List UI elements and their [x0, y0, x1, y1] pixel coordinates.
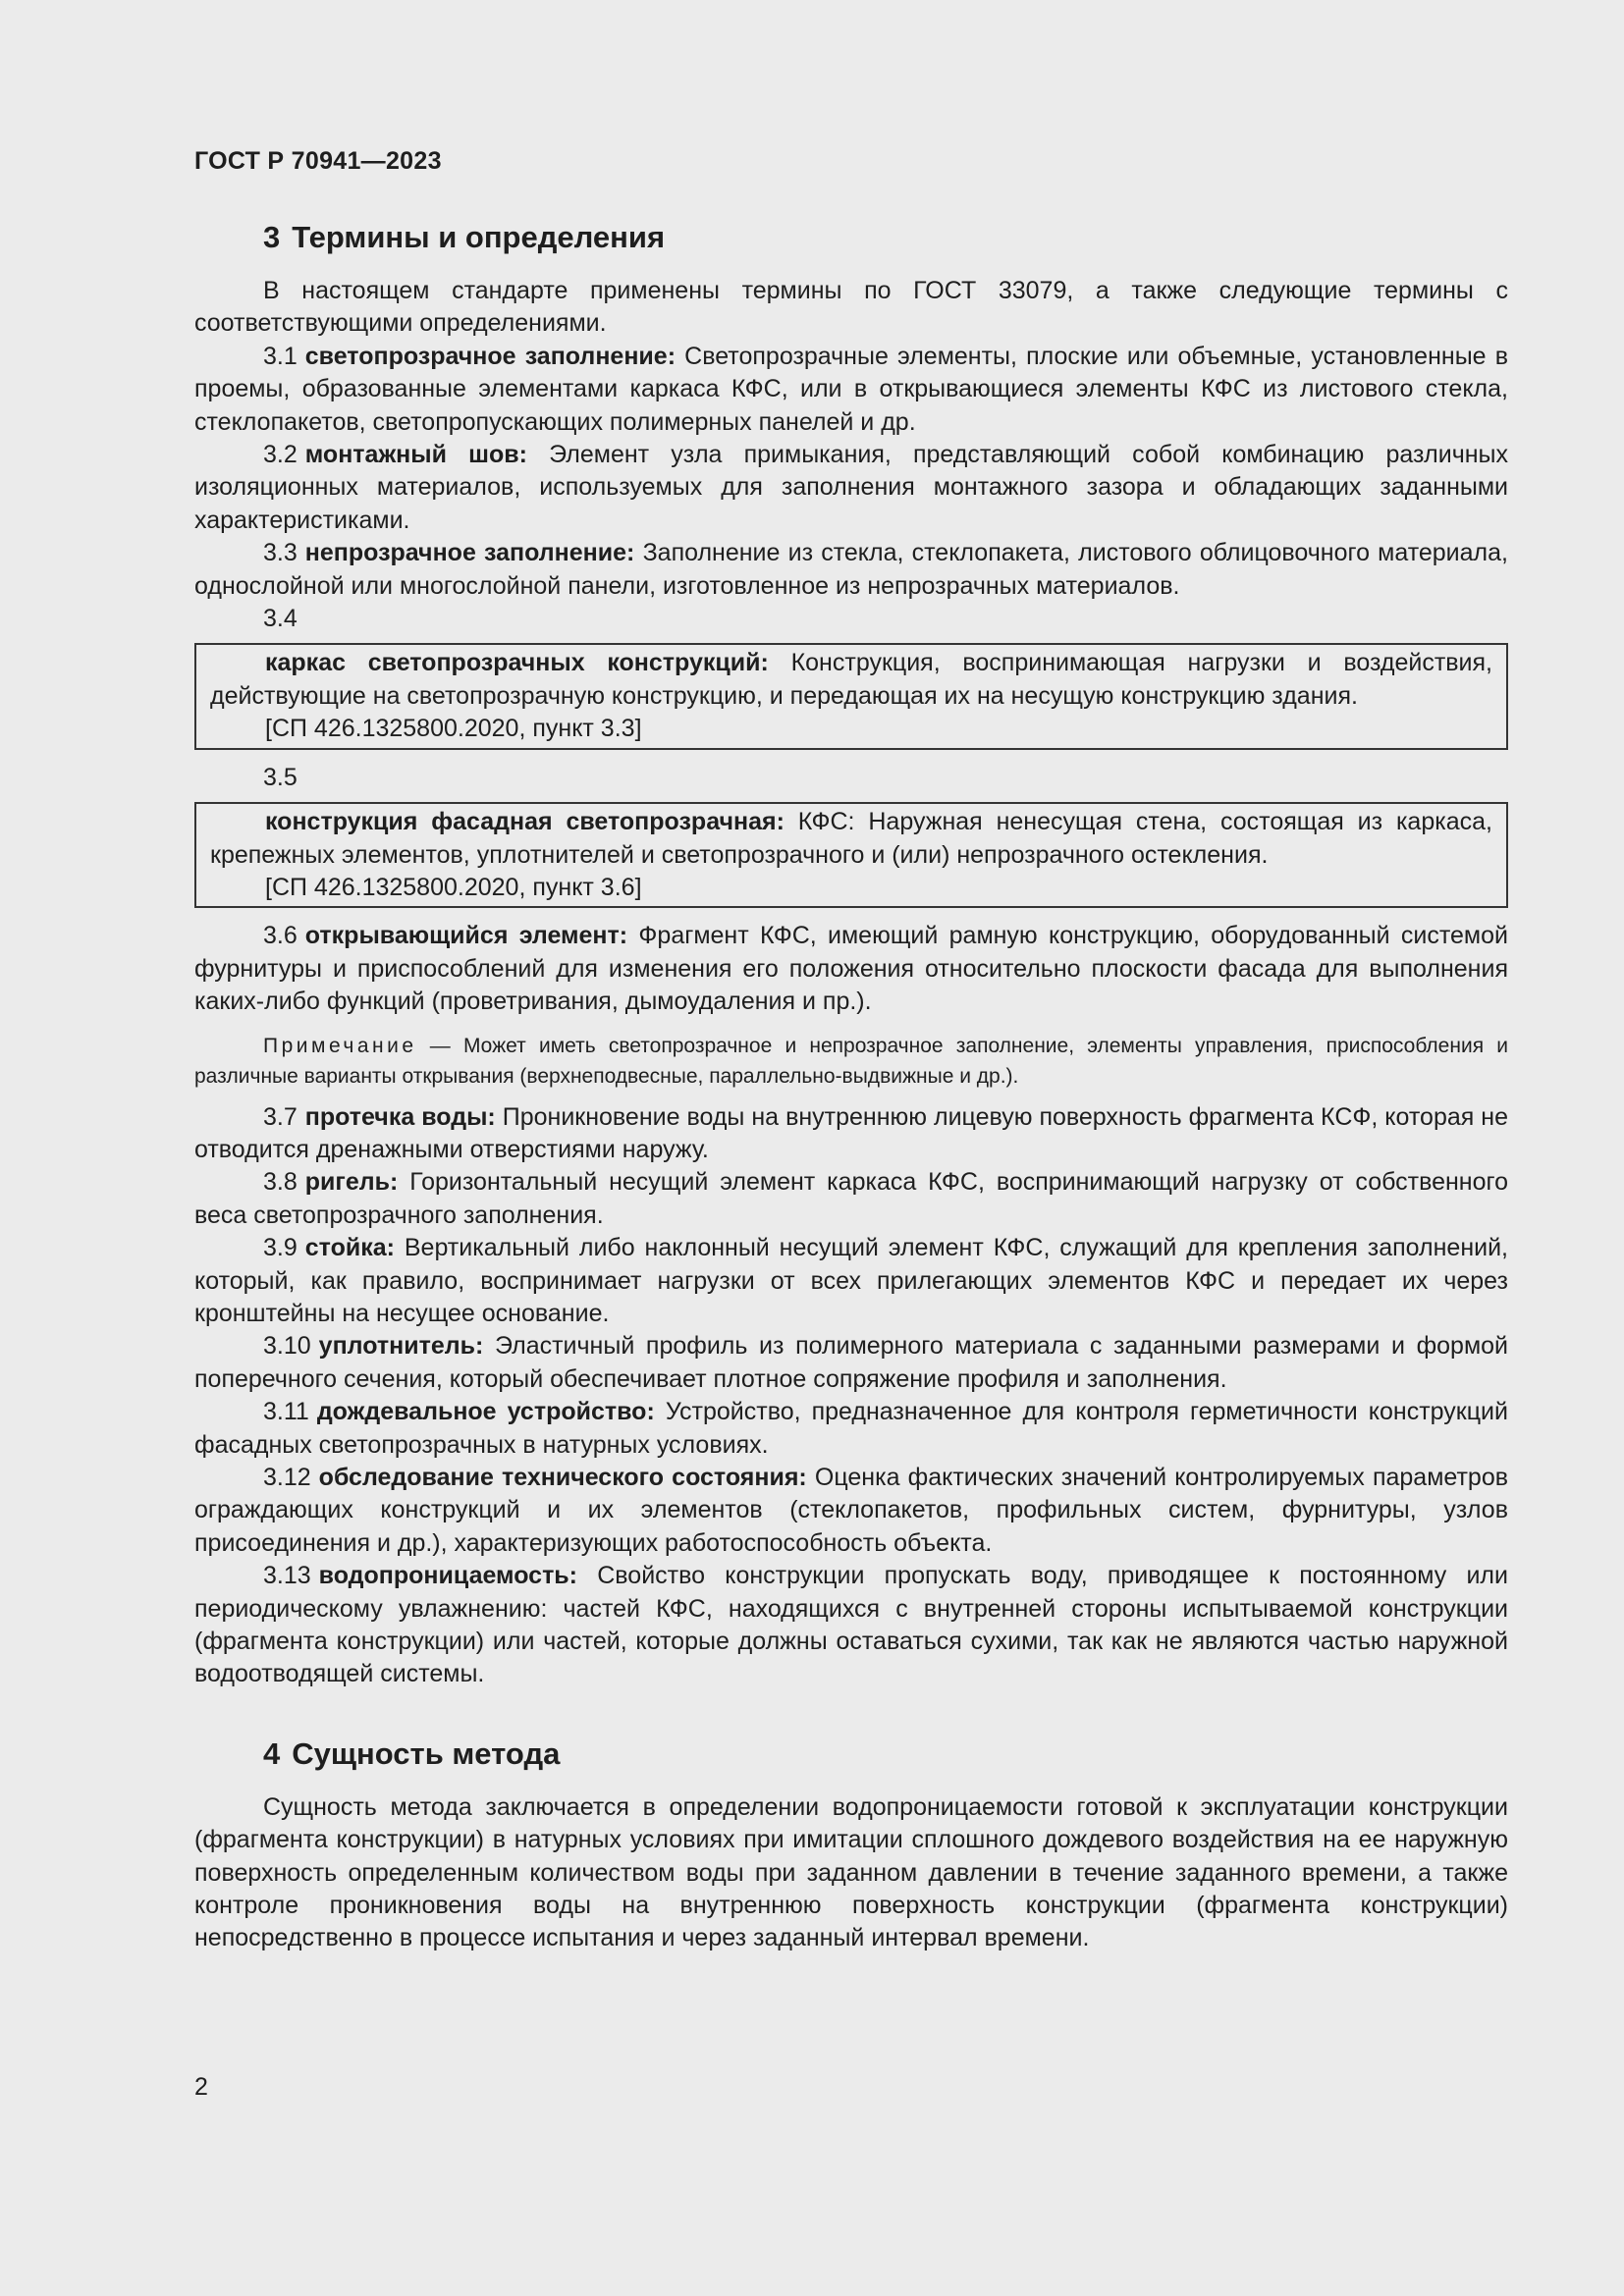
note-text: — Может иметь светопрозрачное и непрозрачное заполнение, элементы управления, приспособления и различные варианты открывания (верхнеподвесные, параллельно-выдвижные и др.). [194, 1034, 1508, 1088]
note [194, 1031, 1508, 1092]
term-definition: Конструкция, воспринимающая нагрузки и воздействия, действующие на светопрозрачную конструкцию, и передающая их на несущую конструкцию здания. [210, 649, 1492, 710]
section-spacer [194, 1691, 1508, 1735]
section-title-text: Термины и определения [292, 220, 666, 254]
term-number: 3.2 [263, 441, 298, 469]
term-name: конструкция фасадная светопрозрачная: [265, 808, 785, 836]
term-3-8 [194, 1166, 1508, 1232]
section-3-title [194, 218, 1508, 257]
term-number: 3.3 [263, 539, 298, 567]
page-content [194, 218, 1508, 1955]
term-definition: Заполнение из стекла, стеклопакета, листового облицовочного материала, однослойной или многослойной панели, изготовленное из непрозрачных материалов. [194, 539, 1508, 600]
term-name: уплотнитель: [318, 1332, 484, 1361]
term-name: открывающийся элемент: [304, 922, 628, 950]
term-3-3 [194, 537, 1508, 603]
term-number: 3.13 [263, 1562, 311, 1590]
section-number: 3 [263, 220, 281, 254]
term-number: 3.10 [263, 1332, 311, 1361]
term-name: каркас светопрозрачных конструкций: [265, 649, 769, 677]
term-number: 3.6 [263, 922, 298, 950]
term-3-2 [194, 439, 1508, 537]
section-title-text: Сущность метода [292, 1735, 561, 1771]
term-3-10 [194, 1330, 1508, 1396]
term-definition: Устройство, предназначенное для контроля герметичности конструкций фасадных светопрозрачных в натурных условиях. [194, 1398, 1508, 1459]
term-3-4-box [194, 643, 1508, 749]
section-3-intro: В настоящем стандарте применены термины по ГОСТ 33079, а также следующие термины с соответствующими определениями. [194, 277, 1508, 338]
term-definition: Оценка фактических значений контролируемых параметров ограждающих конструкций и их элементов (стеклопакетов, профильных систем, фурнитуры, узлов присоединения и др.), характеризующих работоспособность объекта. [194, 1464, 1509, 1557]
term-definition: КФС: Наружная ненесущая стена, состоящая из каркаса, крепежных элементов, уплотнителей и светопрозрачного и (или) непрозрачного остекления. [210, 808, 1492, 869]
page-number: 2 [194, 2073, 208, 2101]
term-name: протечка воды: [304, 1102, 496, 1131]
term-name: светопрозрачное заполнение: [304, 342, 677, 370]
section-number: 4 [263, 1735, 281, 1771]
term-number: 3.12 [263, 1464, 311, 1491]
note-label: Примечание [263, 1034, 417, 1057]
term-name: дождевальное устройство: [316, 1398, 655, 1426]
term-name: водопроницаемость: [318, 1562, 578, 1590]
term-name: стойка: [304, 1234, 395, 1262]
term-3-13 [194, 1560, 1508, 1691]
term-3-7 [194, 1101, 1508, 1167]
term-definition: Эластичный профиль из полимерного материала с заданными размерами и формой поперечного сечения, который обеспечивает плотное сопряжение профиля и заполнения. [194, 1332, 1508, 1393]
term-definition: Элемент узла примыкания, представляющий собой комбинацию различных изоляционных материалов, используемых для заполнения монтажного зазора и обладающих заданными характеристиками. [194, 441, 1509, 534]
term-number: 3.9 [263, 1234, 298, 1262]
term-3-4 [210, 647, 1492, 713]
document-header: ГОСТ Р 70941—2023 [194, 147, 442, 175]
term-3-9 [194, 1232, 1508, 1330]
term-number: 3.8 [263, 1168, 298, 1197]
term-definition: Фрагмент КФС, имеющий рамную конструкцию, оборудованный системой фурнитуры и приспособлений для изменения его положения относительно плоскости фасада для выполнения каких-либо функций (проветривания, дымоудаления и пр.). [194, 922, 1508, 1016]
term-3-5-box [194, 802, 1508, 908]
term-3-5-number: 3.5 [263, 763, 298, 791]
term-3-1 [194, 341, 1508, 439]
term-reference: [СП 426.1325800.2020, пункт 3.6] [265, 873, 642, 901]
term-3-4-number: 3.4 [263, 605, 298, 633]
term-name: непрозрачное заполнение: [304, 539, 635, 567]
section-4-title [194, 1735, 1508, 1774]
term-definition: Проникновение воды на внутреннюю лицевую поверхность фрагмента КСФ, которая не отводится дренажными отверстиями наружу. [194, 1102, 1508, 1163]
term-number: 3.7 [263, 1102, 298, 1131]
term-3-6 [194, 920, 1508, 1018]
term-number: 3.1 [263, 342, 298, 370]
term-3-5 [210, 806, 1492, 872]
term-definition: Горизонтальный несущий элемент каркаса КФС, воспринимающий нагрузку от собственного веса светопрозрачного заполнения. [194, 1168, 1508, 1229]
term-definition: Свойство конструкции пропускать воду, приводящее к постоянному или периодическому увлажнению: частей КФС, находящихся с внутренней стороны испытываемой конструкции (фрагмента конструкции) или частей, которые должны оставаться сухими, так как не являются частью наружной водоотводящей системы. [194, 1562, 1508, 1688]
term-definition: Вертикальный либо наклонный несущий элемент КФС, служащий для крепления заполнений, который, как правило, воспринимает нагрузки от всех прилегающих элементов КФС и передает их через кронштейны на несущее основание. [194, 1234, 1509, 1327]
term-3-12 [194, 1462, 1508, 1560]
term-name: монтажный шов: [304, 441, 527, 469]
section-4-body: Сущность метода заключается в определении водопроницаемости готовой к эксплуатации конструкции (фрагмента конструкции) в натурных условиях при имитации сплошного дождевого воздействия на ее наружную поверхность определенным количеством воды при заданном давлении в течение заданного времени, а также контроле проникновения воды на внутреннюю поверхность конструкции (фрагмента конструкции) непосредственно в процессе испытания и через заданный интервал времени. [194, 1792, 1508, 1952]
term-definition: Светопрозрачные элементы, плоские или объемные, установленные в проемы, образованные элементами каркаса КФС, или в открывающиеся элементы КФС из листового стекла, стеклопакетов, светопропускающих полимерных панелей и др. [194, 342, 1508, 436]
term-3-11 [194, 1396, 1508, 1462]
term-name: ригель: [304, 1168, 399, 1197]
term-reference: [СП 426.1325800.2020, пункт 3.3] [265, 715, 642, 743]
term-number: 3.11 [263, 1398, 309, 1426]
term-name: обследование технического состояния: [318, 1464, 807, 1491]
